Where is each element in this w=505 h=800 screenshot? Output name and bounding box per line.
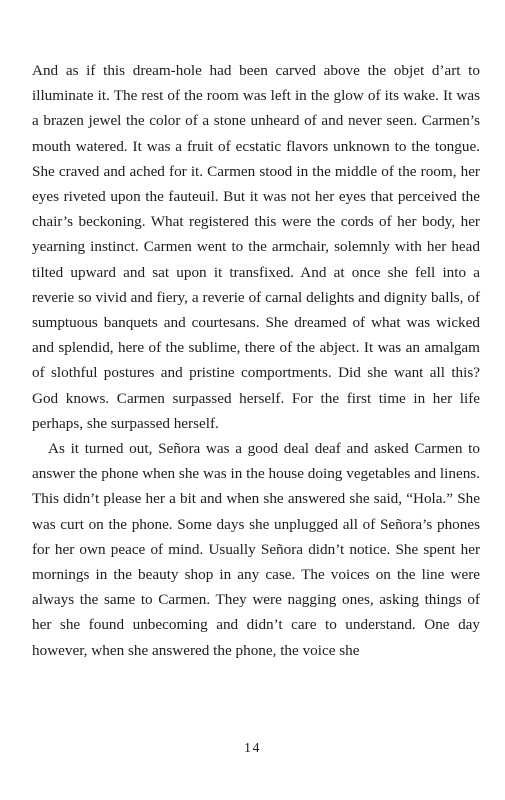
paragraph-2: As it turned out, Señora was a good deal deaf and asked Carmen to answer the phone when she was in the house doing vegetables and linens. This didn’t please her a bit and when she answered she said, “Hola.” She was curt on the phone. Some days she unplugged all of Señora’s phones for her own peace of mind. Usually Señora didn’t notice. She spent her mornings in the beauty shop in any case. The voices on the line were always the same to Carmen. They were nagging ones, asking things of her she found unbecoming and didn’t care to understand. One day however, when she answered the phone, the voice she — [32, 440, 480, 659]
page-body — [32, 58, 480, 663]
page-number: 14 — [244, 741, 261, 756]
paragraph-1: And as if this dream-hole had been carved above the objet d’art to illuminate it. The rest of the room was left in the glow of its wake. It was a brazen jewel the color of a stone unheard of and never seen. Carmen’s mouth watered. It was a fruit of ecstatic flavors unknown to the tongue. She craved and ached for it. Carmen stood in the middle of the room, her eyes riveted upon the fauteuil. But it was not her eyes that perceived the chair’s beckoning. What registered this were the cords of her body, her yearning instinct. Carmen went to the armchair, solemnly with her head tilted upward and sat upon it transfixed. And at once she fell into a reverie so vivid and fiery, a reverie of carnal delights and dignity balls, of sumptuous banquets and courtesans. She dreamed of what was wicked and splendid, here of the sublime, there of the abject. It was an amalgam of slothful postures and pristine comportments. Did she want all this? God knows. Carmen surpassed herself. For the first time in her life perhaps, she surpassed herself. — [32, 62, 480, 432]
